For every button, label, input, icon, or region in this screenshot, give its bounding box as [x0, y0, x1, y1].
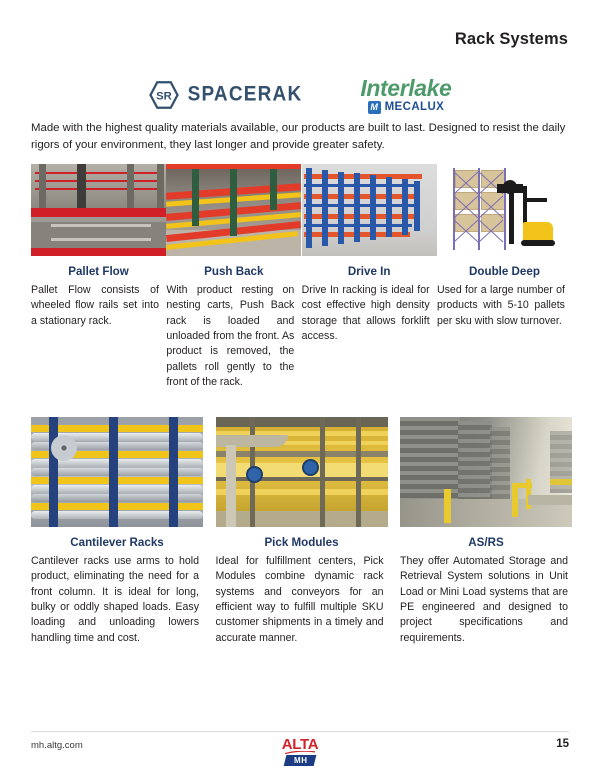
card-body: Cantilever racks use arms to hold product, eliminating the need for a front column. It is ideal for long, bulky or oddly shaped loads. Easy loading and unloading lowers handling time and cost.	[31, 555, 199, 644]
mh-badge-label: MH	[294, 756, 308, 765]
brand-logo-row	[0, 72, 600, 118]
card-body: Pallet Flow consists of wheeled flow rails set into a stationary rack.	[31, 284, 159, 327]
card-title: Push Back	[204, 265, 264, 278]
push-back-photo	[166, 164, 301, 256]
mecalux-wordmark: MECALUX	[384, 101, 445, 113]
product-row-2	[31, 417, 572, 646]
card-body: Drive In racking is ideal for cost effective high density storage that allows forklift access.	[301, 284, 430, 343]
product-card-cantilever-racks	[31, 417, 203, 646]
interlake-wordmark: Interlake	[360, 74, 452, 101]
pick-modules-photo	[216, 417, 388, 527]
spacerak-logo	[149, 80, 303, 110]
interlake-mecalux-logo	[360, 74, 452, 114]
card-body: With product resting on nesting carts, Push Back rack is loaded and unloaded from the front. As product is removed, the pallets roll gently to the front of the rack.	[166, 284, 295, 389]
card-title: Cantilever Racks	[70, 536, 164, 549]
mecalux-line	[368, 101, 445, 114]
alta-wordmark: ALTA	[281, 736, 319, 753]
cantilever-racks-photo	[31, 417, 203, 527]
product-row-1	[31, 164, 572, 391]
product-card-asrs	[400, 417, 572, 646]
page-title: Rack Systems	[454, 30, 568, 48]
card-title: AS/RS	[468, 536, 504, 549]
product-card-drive-in	[302, 164, 437, 391]
product-card-push-back	[166, 164, 301, 391]
pallet-flow-photo	[31, 164, 166, 256]
double-deep-illustration	[437, 164, 572, 256]
card-body: Ideal for fulfillment centers, Pick Modules combine dynamic rack systems and conveyors for an efficient way to fulfill multiple SKU customer shipments in a timely and accurate manner.	[215, 555, 384, 644]
footer-url[interactable]: mh.altg.com	[31, 740, 83, 751]
card-body: Used for a large number of products with 5-10 pallets per sku with slow turnover.	[436, 284, 565, 327]
product-card-double-deep	[437, 164, 572, 391]
alta-swoosh-icon	[280, 751, 320, 754]
hexagon-sr-icon	[149, 80, 179, 110]
card-title: Drive In	[347, 265, 391, 278]
card-body: They offer Automated Storage and Retrieval System solutions in Unit Load or Mini Load systems that are PE engineered and designed to project specifications and requirements.	[400, 555, 568, 644]
footer-divider	[31, 731, 569, 732]
mecalux-m-icon: M	[368, 101, 381, 114]
product-card-pick-modules	[216, 417, 388, 646]
card-title: Pallet Flow	[68, 265, 129, 278]
alta-mh-logo	[280, 737, 320, 766]
asrs-photo	[400, 417, 572, 527]
spacerak-wordmark: SPACERAK	[187, 82, 303, 107]
intro-paragraph: Made with the highest quality materials available, our products are built to last. Designed to resist the daily rigors of your environment, they last longer and provide greater safety.	[31, 122, 566, 151]
drive-in-photo	[302, 164, 437, 256]
page-number: 15	[556, 738, 569, 750]
mh-badge	[284, 755, 316, 766]
svg-text:SR: SR	[155, 90, 172, 103]
product-card-pallet-flow	[31, 164, 166, 391]
card-title: Double Deep	[469, 265, 540, 278]
card-title: Pick Modules	[264, 536, 339, 549]
